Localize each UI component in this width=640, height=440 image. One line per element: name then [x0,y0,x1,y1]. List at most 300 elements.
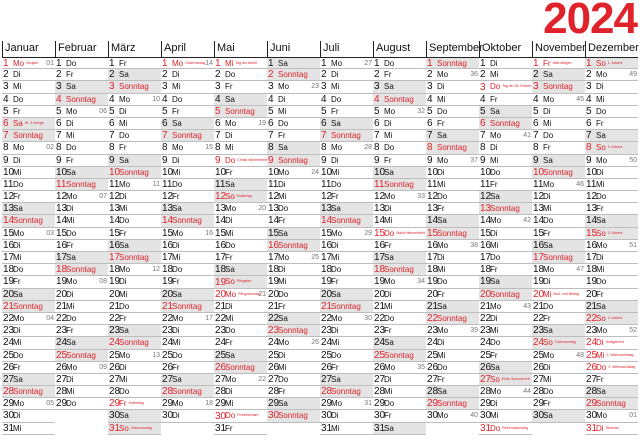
day-number: 22 [480,312,492,324]
week-number: 23 [311,83,319,91]
day-cell [161,118,214,130]
day-cell [161,155,214,167]
weekday-label: Mi [66,131,75,141]
day-cell [532,289,585,301]
weekday-label: Mi [13,338,22,348]
week-number: 35 [417,363,425,371]
day-number: 16 [162,239,174,251]
day-cell [373,106,426,118]
day-cell [585,276,638,288]
day-cell [161,191,214,203]
weekday-label: Di [437,167,445,177]
day-cell [2,228,55,240]
weekday-label: Mi [384,216,393,226]
holiday-note: Karfreitag [128,401,144,406]
day-cell [108,337,161,349]
day-cell [532,69,585,81]
day-number: 14 [586,215,598,227]
weekday-label: Sonntag [278,70,308,80]
day-number: 20 [533,288,545,300]
weekday-label: Sa [66,338,76,348]
day-cell [161,203,214,215]
weekday-label: Fr [278,131,286,141]
day-number: 15 [109,227,121,239]
day-number: 6 [162,117,168,129]
day-number: 11 [109,178,120,190]
weekday-label: Mi [490,326,499,336]
day-cell [108,191,161,203]
weekday-label: Mi [278,362,287,372]
day-number: 11 [321,178,332,190]
weekday-label: Di [543,277,551,287]
day-number: 22 [109,312,121,324]
weekday-label: Sa [543,155,553,165]
day-number: 1 [56,58,62,69]
day-cell [373,289,426,301]
month-name: März [108,41,161,57]
day-cell [585,289,638,301]
day-cell [214,57,267,69]
day-number: 21 [3,300,15,312]
day-cell [214,106,267,118]
weekday-label: Sa [278,143,288,153]
weekday-label: Mo [596,411,608,421]
day-number: 26 [427,361,439,373]
day-number: 27 [374,373,386,385]
day-cell [55,81,108,93]
holiday-note: Reformationstag [502,425,528,430]
weekday-label: Sa [384,253,394,262]
day-number: 29 [586,398,598,410]
weekday-label: Di [66,374,74,384]
day-number: 26 [321,361,333,373]
day-cell [585,362,638,374]
week-number: 14 [205,60,213,67]
weekday-label: Sonntag [384,350,414,360]
day-number: 26 [162,361,174,373]
holiday-note: Christi Himmelfahrt [237,157,267,162]
day-cell [479,313,532,325]
holiday-note: Neujahr [26,61,39,65]
day-cell [373,69,426,81]
day-number: 27 [109,373,121,385]
day-cell [267,362,320,374]
day-number: 1 [3,58,9,70]
day-cell [214,69,267,81]
day-cell [214,203,267,215]
month-name: April [161,41,214,57]
weekday-label: Mi [225,313,234,323]
day-cell [108,374,161,386]
day-number: 24 [586,337,598,349]
day-cell [108,94,161,106]
day-number: 9 [321,154,327,166]
weekday-label: Do [384,228,395,238]
day-cell [55,374,108,386]
holiday-note: Totensonntag [554,340,576,345]
day-number: 13 [321,203,333,215]
day-number: 17 [268,252,280,263]
weekday-label: Sa [13,119,23,129]
day-number: 17 [374,252,386,263]
day-number: 26 [109,361,121,373]
day-number: 7 [56,130,62,142]
day-number: 12 [321,191,333,203]
day-cell [55,179,108,191]
weekday-label: Fr [225,167,233,177]
day-cell [161,264,214,276]
weekday-label: Sa [490,277,500,287]
day-number: 28 [56,386,68,398]
weekday-label: Di [119,106,127,116]
weekday-label: Sa [278,313,288,323]
day-number: 7 [109,130,115,142]
day-number: 27 [56,373,68,385]
day-number: 22 [533,312,545,324]
day-number: 3 [586,81,592,93]
day-number: 23 [374,325,386,337]
day-cell [161,350,214,362]
weekday-label: Sa [437,131,447,141]
week-number: 51 [629,241,637,249]
day-number: 2 [109,69,115,81]
day-cell [267,325,320,337]
day-cell [161,94,214,106]
weekday-label: Mo [384,106,396,116]
weekday-label: Mi [119,204,128,214]
holiday-note: Tag der Dt. Einheit [502,84,532,89]
day-number: 14 [3,215,15,227]
weekday-label: Sa [278,399,288,409]
weekday-label: Do [490,338,501,348]
day-cell [214,289,267,301]
weekday-label: Mi [119,289,128,299]
day-cell [108,240,161,252]
day-cell [2,252,55,264]
day-cell [214,398,267,410]
weekday-label: Mo [225,204,237,214]
day-number: 30 [268,410,280,422]
day-number: 8 [162,142,168,154]
day-cell [214,276,267,288]
weekday-label: Mo [490,131,502,141]
weekday-label: Do [172,179,183,189]
week-number: 49 [629,71,637,79]
day-cell [108,57,161,69]
week-number: 13 [152,351,160,359]
weekday-label: Di [437,253,445,262]
day-number: 29 [268,398,280,410]
day-cell [55,313,108,325]
week-number: 40 [470,412,478,420]
month-name: September [426,41,479,57]
day-cell [108,179,161,191]
day-number: 26 [56,361,68,373]
day-number: 14 [162,215,174,227]
weekday-label: Di [490,399,498,409]
weekday-label: Mo [13,143,25,153]
week-number: 36 [470,71,478,79]
weekday-label: Fr [543,228,551,238]
day-number: 4 [374,93,380,105]
day-cell [267,337,320,349]
weekday-label: Do [543,216,554,226]
day-cell [479,337,532,349]
day-cell [426,81,479,93]
day-cell [532,325,585,337]
day-cell [320,179,373,191]
day-cell [108,276,161,288]
weekday-label: Do [278,118,289,128]
weekday-label: Sa [119,326,129,336]
day-cell [320,106,373,118]
weekday-label: Fr [490,265,498,275]
weekday-label: Mo [543,179,555,189]
week-number: 48 [576,351,584,359]
weekday-label: Do [596,277,607,287]
day-cell [108,423,161,435]
month-column [532,41,585,435]
day-number: 14 [480,215,492,227]
day-number: 25 [374,349,386,361]
day-cell [373,240,426,252]
weekday-label: Sonntag [13,131,43,141]
weekday-label: Di [278,94,286,104]
day-cell [214,264,267,276]
day-cell [585,240,638,252]
weekday-label: Fr [543,313,551,323]
day-cell [373,276,426,288]
weekday-label: Mi [490,240,499,250]
day-number: 11 [480,178,491,190]
day-cell [532,167,585,179]
day-cell [214,191,267,203]
weekday-label: Mo [543,265,555,275]
day-number: 15 [533,227,545,239]
weekday-label: Fr [490,179,498,189]
day-cell [426,264,479,276]
day-cell [426,289,479,301]
day-cell [585,94,638,106]
day-number: 11 [427,178,438,190]
day-cell [55,130,108,142]
day-number: 23 [268,325,280,337]
weekday-label: Mi [331,253,340,262]
weekday-label: Sonntag [278,240,308,250]
day-number: 31 [215,422,227,434]
day-number: 25 [268,349,280,361]
weekday-label: Sa [596,131,606,141]
week-number: 24 [311,168,319,176]
day-number: 14 [109,215,121,227]
day-number: 20 [3,288,15,300]
weekday-label: Mi [437,94,446,104]
week-number: 02 [46,144,54,152]
day-number: 21 [533,300,545,312]
weekday-label: Mo [13,399,25,409]
day-number: 22 [321,312,333,324]
day-cell [214,130,267,142]
day-cell [2,337,55,349]
day-number: 30 [480,410,492,422]
day-number: 12 [586,191,598,203]
day-cell [585,81,638,93]
week-number: 29 [364,229,372,237]
day-number: 24 [162,337,174,349]
day-number: 12 [427,191,439,203]
weekday-label: So [596,143,606,153]
day-number: 29 [3,398,15,410]
day-number: 9 [427,154,433,166]
day-number: 19 [480,276,492,288]
week-number: 15 [205,144,213,152]
day-number: 22 [56,312,68,324]
month-column [161,41,214,435]
day-number: 14 [268,215,280,227]
day-number: 23 [3,325,15,337]
day-number: 19 [374,276,386,288]
day-number: 23 [162,325,174,337]
day-cell [373,94,426,106]
day-number: 22 [427,312,439,324]
month-column [55,41,108,435]
day-cell [108,313,161,325]
day-cell [479,423,532,435]
weekday-label: Mi [225,59,234,69]
day-cell [479,94,532,106]
day-number: 1 [533,58,539,70]
holiday-note: Ostersonntag [130,425,152,430]
day-number: 10 [215,166,227,178]
day-cell [2,106,55,118]
weekday-label: Sonntag [437,143,467,153]
day-cell [55,142,108,154]
day-cell [267,410,320,422]
weekday-label: Mo [437,411,449,421]
holiday-note: Allerheiligen [552,61,572,65]
day-number: 7 [321,130,327,142]
weekday-label: Mo [172,59,184,69]
day-cell [214,81,267,93]
day-cell [108,289,161,301]
day-cell [2,215,55,227]
month-column [214,41,267,435]
day-number: 23 [215,325,227,337]
day-number: 3 [480,81,486,93]
day-cell [479,240,532,252]
day-number: 2 [480,69,486,81]
day-cell [426,118,479,130]
day-number: 5 [533,105,539,117]
day-cell [320,240,373,252]
day-cell [479,264,532,276]
weekday-label: Di [384,289,392,299]
day-cell [373,228,426,240]
weekday-label: Di [490,143,498,153]
week-number: 11 [152,180,160,188]
weekday-label: Do [278,289,289,299]
day-cell [161,69,214,81]
day-cell [161,179,214,191]
day-number: 25 [427,349,439,361]
weekday-label: So [490,375,500,384]
week-number: 47 [576,266,584,274]
day-number: 26 [215,361,227,373]
weekday-label: Sa [172,289,182,299]
week-number: 12 [152,266,160,274]
day-number: 2 [3,69,9,81]
weekday-label: Fr [596,374,604,384]
day-cell [55,228,108,240]
day-number: 7 [215,130,221,142]
week-number: 30 [364,314,372,322]
weekday-label: Mo [172,313,184,323]
week-number: 34 [417,278,425,286]
day-cell [2,313,55,325]
weekday-label: Di [596,253,604,262]
day-cell [2,130,55,142]
day-cell [479,398,532,410]
day-number: 2 [586,69,592,81]
day-number: 14 [321,215,333,227]
day-number: 12 [215,191,227,203]
weekday-label: Do [66,399,77,409]
weekday-label: Mo [331,399,343,409]
day-number: 9 [3,154,9,166]
day-number: 8 [321,142,327,154]
weekday-label: Mo [66,362,78,372]
weekday-label: Di [13,70,21,80]
holiday-note: 3. Advent [607,230,623,235]
day-number: 18 [215,264,227,276]
weekday-label: Mo [331,59,343,68]
day-number: 2 [268,69,274,81]
day-cell [426,57,479,69]
month-column [2,41,55,435]
day-number: 13 [162,203,174,215]
day-cell [479,362,532,374]
day-cell [426,362,479,374]
day-cell [2,398,55,410]
weekday-label: Mi [172,338,181,348]
weekday-label: Do [225,411,236,421]
week-number: 07 [99,193,107,201]
weekday-label: Mi [596,179,605,189]
day-number: 18 [480,264,492,276]
day-cell [267,118,320,130]
weekday-label: Fr [278,301,286,311]
day-number: 13 [109,203,121,215]
day-cell [320,228,373,240]
weekday-label: Di [331,411,339,421]
day-cell [55,69,108,81]
weekday-label: Sa [384,82,394,92]
weekday-label: Mi [543,118,552,128]
day-number: 27 [586,373,598,385]
day-cell [161,410,214,422]
holiday-note: Tag der Arbeit [235,61,258,65]
day-cell [479,167,532,179]
weekday-label: Mo [331,228,343,238]
weekday-label: Fr [172,277,180,287]
day-cell [55,203,108,215]
day-cell [267,130,320,142]
day-number: 10 [268,166,280,178]
day-number: 8 [586,142,592,154]
day-cell [585,350,638,362]
weekday-label: Fr [119,143,127,153]
day-number: 10 [586,166,598,178]
